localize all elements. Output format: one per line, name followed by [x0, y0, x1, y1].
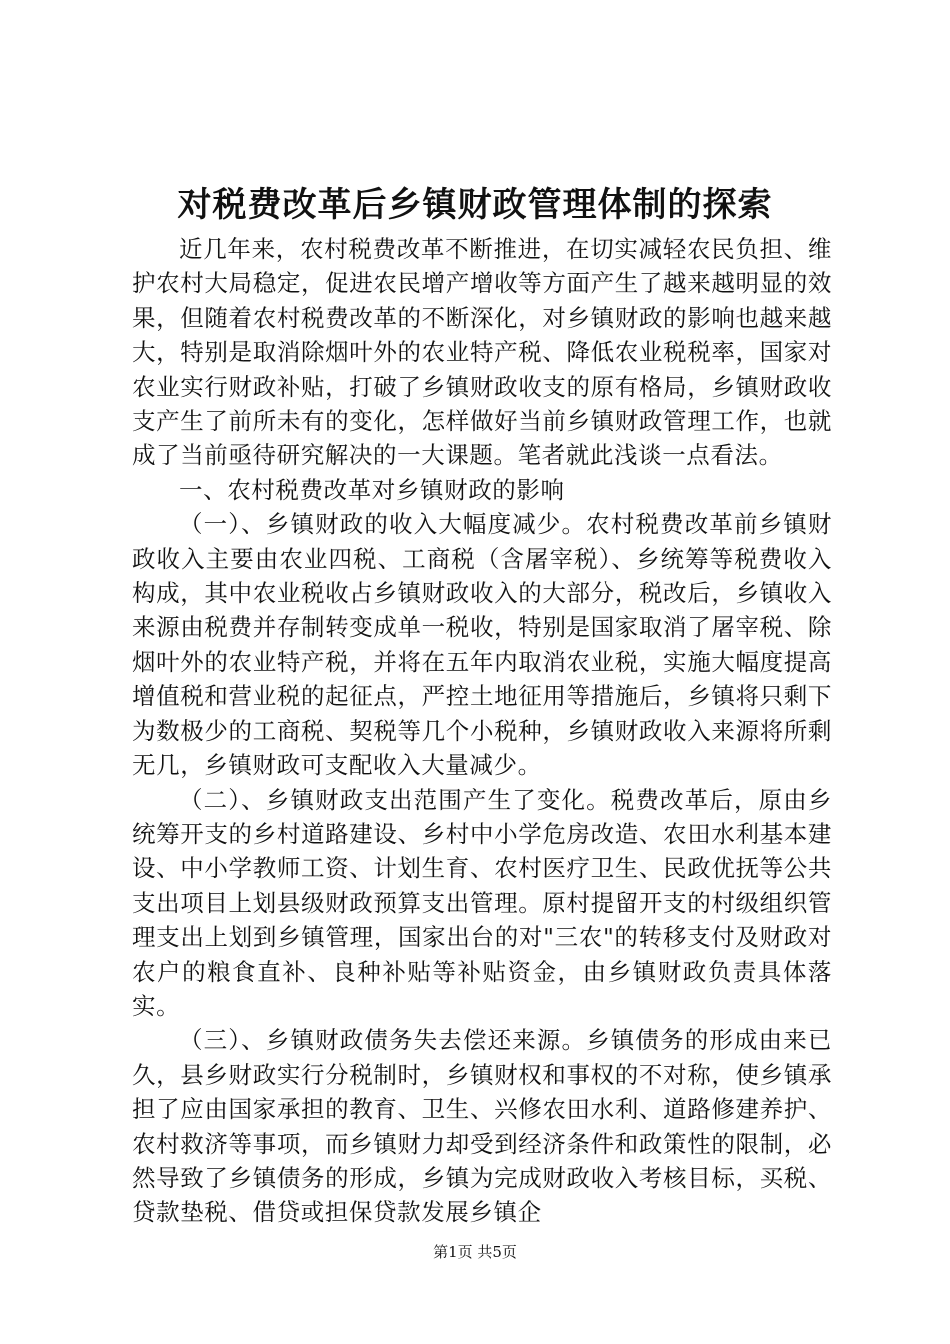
page-number-footer: 第1页 共5页	[433, 1243, 517, 1261]
section-heading: 一、农村税费改革对乡镇财政的影响	[179, 475, 565, 504]
document-body	[132, 232, 832, 1230]
subsection-paragraph-3: （三）、乡镇财政债务失去偿还来源。乡镇债务的形成由来已久，县乡财政实行分税制时，乡镇财权和事权的不对称，使乡镇承担了应由国家承担的教育、卫生、兴修农田水利、道路修建养护、农村救济等事项，而乡镇财力却受到经济条件和政策性的限制，必然导致了乡镇债务的形成，乡镇为完成财政收入考核目标，买税、贷款垫税、借贷或担保贷款发展乡镇企	[132, 1026, 832, 1227]
subsection-paragraph-1: （一）、乡镇财政的收入大幅度减少。农村税费改革前乡镇财政收入主要由农业四税、工商税（含屠宰税）、乡统筹等税费收入构成，其中农业税收占乡镇财政收入的大部分，税改后，乡镇收入来源由税费并存制转变成单一税收，特别是国家取消了屠宰税、除烟叶外的农业特产税，并将在五年内取消农业税，实施大幅度提高增值税和营业税的起征点，严控土地征用等措施后，乡镇将只剩下为数极少的工商税、契税等几个小税种，乡镇财政收入来源将所剩无几，乡镇财政可支配收入大量减少。	[132, 510, 832, 780]
intro-paragraph: 近几年来，农村税费改革不断推进，在切实减轻农民负担、维护农村大局稳定，促进农民增产增收等方面产生了越来越明显的效果，但随着农村税费改革的不断深化，对乡镇财政的影响也越来越大，特别是取消除烟叶外的农业特产税、降低农业税税率，国家对农业实行财政补贴，打破了乡镇财政收支的原有格局，乡镇财政收支产生了前所未有的变化，怎样做好当前乡镇财政管理工作，也就成了当前亟待研究解决的一大课题。笔者就此浅谈一点看法。	[132, 235, 832, 470]
document-title: 对税费改革后乡镇财政管理体制的探索	[177, 185, 773, 225]
subsection-paragraph-2: （二）、乡镇财政支出范围产生了变化。税费改革后，原由乡统筹开支的乡村道路建设、乡村中小学危房改造、农田水利基本建设、中小学教师工资、计划生育、农村医疗卫生、民政优抚等公共支出项目上划县级财政预算支出管理。原村提留开支的村级组织管理支出上划到乡镇管理，国家出台的对"三农"的转移支付及财政对农户的粮食直补、良种补贴等补贴资金，由乡镇财政负责具体落实。	[132, 785, 832, 1020]
